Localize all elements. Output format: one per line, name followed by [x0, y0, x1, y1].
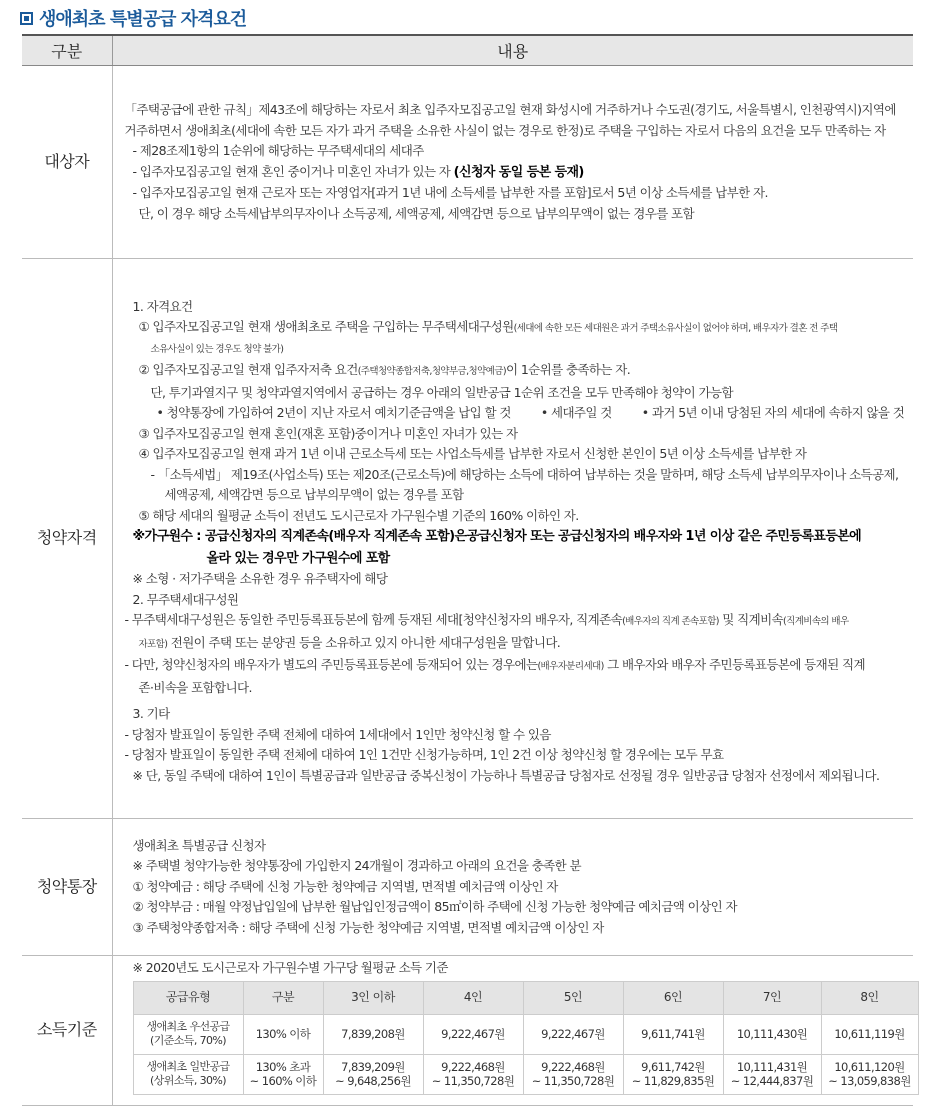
qualify-content: [112, 259, 913, 819]
text-line: - 당첨자 발표일이 동일한 주택 전체에 대하여 1인 1건만 신청가능하며, 1인 2건 이상 청약신청 할 경우에는 모두 무효: [124, 747, 724, 763]
table-cell: 9,222,468원 ~ 11,350,728원: [523, 1054, 623, 1094]
table-row: [133, 1054, 918, 1094]
income-header-cell: 5인: [523, 981, 623, 1014]
table-cell: 9,222,467원: [423, 1014, 523, 1054]
row-label-target: 대상자: [22, 66, 112, 259]
income-content: [112, 956, 913, 1106]
text-span: - 무주택세대구성원은 동일한 주민등록표등본에 함께 등재된 세대[청약신청자의 배우자, 직계존속: [124, 612, 623, 628]
text-line: [113, 610, 906, 633]
income-note: ※ 2020년도 도시근로자 가구원수별 가구당 월평균 소득 기준: [132, 960, 448, 975]
income-header-cell: 7인: [723, 981, 821, 1014]
income-header-row: [133, 981, 918, 1014]
text-span: - 입주자모집공고일 현재 혼인 중이거나 미혼인 자녀가 있는 자: [132, 163, 454, 179]
text-line: 거주하면서 생애최초(세대에 속한 모든 자가 과거 주택을 소유한 사실이 없는 경우로 한정)로 주택을 구입하는 자로서 다음의 요건을 모두 만족하는 자: [124, 122, 886, 138]
text-span: 그 배우자와 배우자 주민등록표등본에 등재된 직계: [603, 657, 865, 673]
table-cell: 10,611,119원: [821, 1014, 918, 1054]
row-label-account: 청약통장: [22, 819, 112, 956]
table-cell: 7,839,208원: [323, 1014, 423, 1054]
bold-note: 올라 있는 경우만 가구원수에 포함: [206, 550, 390, 566]
row-label-qualify: 청약자격: [22, 259, 112, 819]
income-header-cell: 구분: [243, 981, 323, 1014]
text-line: - 입주자모집공고일 현재 근로자 또는 자영업자[과거 1년 내에 소득세를 납부한 자를 포함]로서 5년 이상 소득세를 납부한 자.: [132, 185, 768, 200]
bullet-item: • 청약통장에 가입하여 2년이 지난 자로서 예치기준금액을 납입 할 것: [156, 405, 511, 421]
bullet-list: [113, 403, 906, 424]
small-text: (주택청약종합저축,청약부금,청약예금): [357, 366, 506, 378]
text-span: ② 입주자모집공고일 현재 입주자저축 요건: [138, 362, 358, 378]
table-row: [133, 1014, 918, 1054]
table-cell: 130% 초과 ~ 160% 이하: [243, 1054, 323, 1094]
text-span: 이 1순위를 충족하는 자.: [505, 362, 631, 378]
income-header-cell: 8인: [821, 981, 918, 1014]
small-text: 자포함): [138, 638, 168, 650]
supply-type-cell: 생애최초 일반공급 (상위소득, 30%): [133, 1054, 243, 1094]
row-qualify: [22, 259, 913, 819]
text-line: ④ 입주자모집공고일 현재 과거 1년 이내 근로소득세 또는 사업소득세를 납부한 자로서 신청한 본인이 5년 이상 소득세를 납부한 자: [138, 446, 807, 462]
header-content: 내용: [112, 35, 913, 66]
row-label-income: 소득기준: [22, 956, 112, 1106]
account-content: [112, 819, 913, 956]
square-bullet-icon: [20, 12, 33, 25]
text-line: 세액공제, 세액감면 등으로 납부의무액이 없는 경우를 포함: [164, 487, 464, 503]
text-line: ※ 소형 · 저가주택을 소유한 경우 유주택자에 해당: [132, 571, 388, 587]
text-span: 전원이 주택 또는 분양권 등을 소유하고 있지 아니한 세대구성원을 말합니다.: [167, 634, 561, 650]
text-line: [113, 633, 906, 656]
text-line: - 「소득세법」 제19조(사업소득) 또는 제20조(근로소득)에 해당하는 소득에 대하여 납부하는 것을 말하며, 해당 소득세 납부의무자이나 소득공제,: [150, 466, 899, 482]
text-line: [113, 360, 906, 383]
bold-note: ※가구원수 : 공급신청자의 직계존속(배우자 직계존속 포함)은공급신청자 또는 공급신청자의 배우자와 1년 이상 같은 주민등록표등본에: [132, 529, 862, 545]
row-income: [22, 956, 913, 1106]
table-cell: 9,611,741원: [623, 1014, 723, 1054]
text-line: 단, 투기과열지구 및 청약과열지역에서 공급하는 경우 아래의 일반공급 1순위 조건을 모두 만족해야 청약이 가능함: [150, 384, 733, 400]
text-line: [113, 317, 906, 340]
bullet-item: • 과거 5년 이내 당첨된 자의 세대에 속하지 않을 것: [641, 405, 905, 421]
page-title: 생애최초 특별공급 자격요건: [39, 9, 247, 30]
text-span: ① 입주자모집공고일 현재 생애최초로 주택을 구입하는 무주택세대구성원: [138, 319, 514, 335]
row-target: [22, 66, 913, 259]
table-cell: 9,222,468원 ~ 11,350,728원: [423, 1054, 523, 1094]
supply-type-cell: 생애최초 우선공급 (기준소득, 70%): [133, 1014, 243, 1054]
income-header-cell: 6인: [623, 981, 723, 1014]
table-cell: 10,111,431원 ~ 12,444,837원: [723, 1054, 821, 1094]
table-cell: 10,611,120원 ~ 13,059,838원: [821, 1054, 918, 1094]
bold-note: (신청자 동일 등본 등재): [453, 164, 584, 180]
text-line: 생애최초 특별공급 신청자: [132, 837, 266, 853]
bullet-item: • 세대주일 것: [540, 405, 612, 421]
text-line: ※ 주택별 청약가능한 청약통장에 가입한지 24개월이 경과하고 아래의 요건을 충족한 분: [132, 858, 581, 874]
text-line: 단, 이 경우 해당 소득세납부의무자이나 소득공제, 세액공제, 세액감면 등으로 납부의무액이 없는 경우를 포함: [138, 205, 695, 221]
text-span: 및 직계비속: [718, 612, 784, 628]
text-line: ③ 입주자모집공고일 현재 혼인(재혼 포함)중이거나 미혼인 자녀가 있는 자: [138, 425, 518, 441]
requirements-table: [22, 34, 913, 1106]
text-line: 「주택공급에 관한 규칙」제43조에 해당하는 자로서 최초 입주자모집공고일 현재 화성시에 거주하거나 수도권(경기도, 서울특별시, 인천광역시)지역에: [124, 102, 896, 117]
table-header-row: [22, 35, 913, 66]
small-text: 소유사실이 있는 경우도 청약 불가): [150, 343, 284, 355]
text-line: ⑤ 해당 세대의 월평균 소득이 전년도 도시근로자 가구원수별 기준의 160% 이하인 자.: [138, 507, 579, 523]
target-content: [112, 66, 913, 259]
text-line: - 당첨자 발표일이 동일한 주택 전체에 대하여 1세대에서 1인만 청약신청 할 수 있음: [124, 726, 551, 742]
table-cell: 10,111,430원: [723, 1014, 821, 1054]
section-heading: 1. 자격요건: [132, 298, 193, 314]
text-line: [113, 655, 906, 678]
small-text: (세대에 속한 모든 세대원은 과거 주택소유사실이 없어야 하며, 배우자가 결혼 전 주택: [513, 323, 838, 335]
table-cell: 7,839,209원 ~ 9,648,256원: [323, 1054, 423, 1094]
text-line: ② 청약부금 : 매월 약정납입일에 납부한 월납입인정금액이 85㎡이하 주택에 신청 가능한 청약예금 예치금액 이상인 자: [132, 899, 737, 915]
text-line: [113, 526, 906, 548]
section-heading: 3. 기타: [132, 706, 170, 722]
income-header-cell: 3인 이하: [323, 981, 423, 1014]
table-cell: 9,611,742원 ~ 11,829,835원: [623, 1054, 723, 1094]
header-category: 구분: [22, 35, 112, 66]
row-account: [22, 819, 913, 956]
small-text: (배우자분리세대): [537, 661, 604, 673]
table-cell: 130% 이하: [243, 1014, 323, 1054]
text-line: [113, 162, 906, 184]
text-line: ③ 주택청약종합저축 : 해당 주택에 신청 가능한 청약예금 지역별, 면적별 예치금액 이상인 자: [132, 919, 604, 935]
text-line: ① 청약예금 : 해당 주택에 신청 가능한 청약예금 지역별, 면적별 예치금액 이상인 자: [132, 878, 558, 894]
income-table: [133, 981, 919, 1095]
income-header-cell: 공급유형: [133, 981, 243, 1014]
section-title: [20, 4, 246, 32]
income-header-cell: 4인: [423, 981, 523, 1014]
text-line: - 제28조제1항의 1순위에 해당하는 무주택세대의 세대주: [132, 143, 424, 158]
table-cell: 9,222,467원: [523, 1014, 623, 1054]
text-span: - 다만, 청약신청자의 배우자가 별도의 주민등록표등본에 등재되어 있는 경우에는: [124, 657, 538, 673]
section-heading: 2. 무주택세대구성원: [132, 591, 239, 607]
small-text: (배우자의 직계 존속포함): [622, 616, 719, 628]
text-line: [113, 548, 906, 570]
small-text: (직계비속의 배우: [783, 616, 849, 628]
text-line: ※ 단, 동일 주택에 대하여 1인이 특별공급과 일반공급 중복신청이 가능하나 특별공급 당첨자로 선정될 경우 일반공급 당첨자 선정에서 제외됩니다.: [132, 767, 880, 783]
text-line: 존·비속을 포함합니다.: [138, 679, 252, 695]
